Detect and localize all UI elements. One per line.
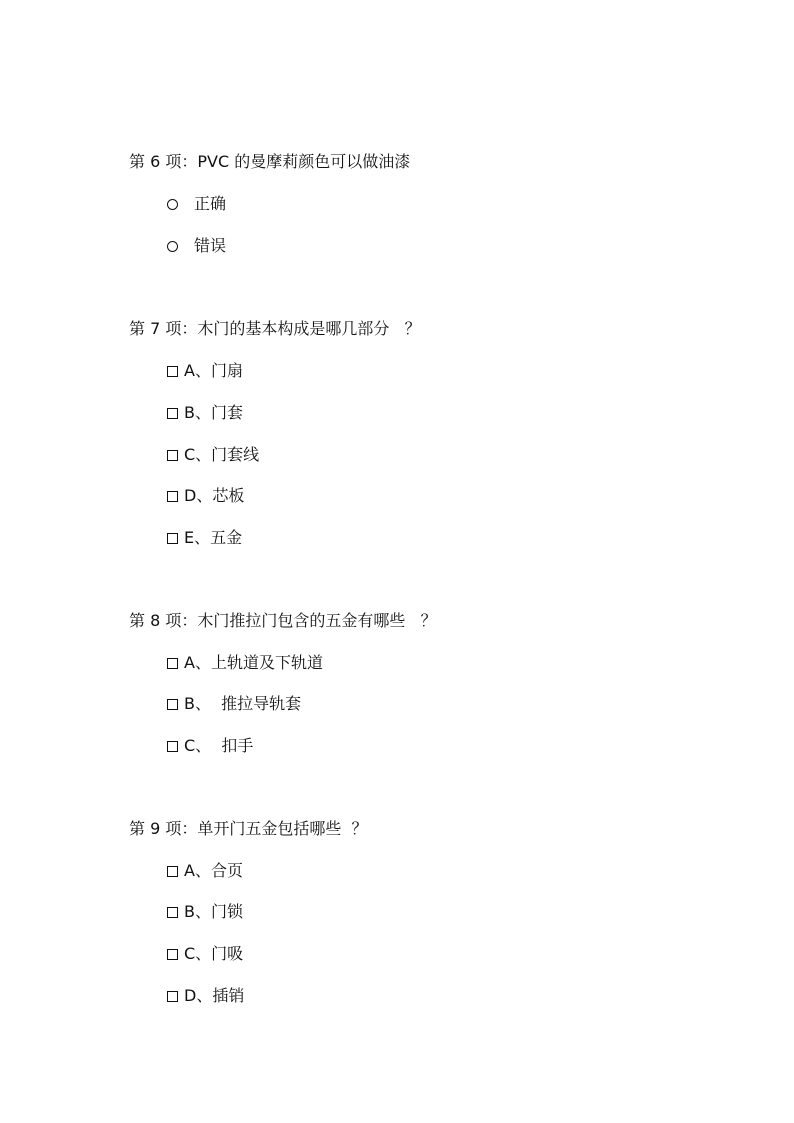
option-label: D、芯板 [184, 486, 245, 505]
option-b[interactable] [167, 694, 301, 714]
option-a[interactable] [167, 653, 323, 673]
option-label: B、 推拉导轨套 [184, 694, 302, 713]
question-7-title: 第 7 项：木门的基本构成是哪几部分 ？ [129, 319, 421, 338]
option-label: B、门锁 [184, 902, 243, 921]
question-6-title: 第 6 项：PVC 的曼摩莉颜色可以做油漆 [129, 152, 411, 171]
option-c[interactable] [167, 736, 253, 756]
option-label: 错误 [194, 236, 227, 255]
option-label: A、上轨道及下轨道 [184, 653, 323, 672]
checkbox-icon[interactable] [167, 866, 178, 877]
option-label: 正确 [194, 194, 227, 213]
option-label: A、合页 [184, 861, 243, 880]
option-label: C、门套线 [184, 445, 260, 464]
option-d[interactable] [167, 986, 244, 1006]
option-e[interactable] [167, 528, 242, 548]
option-c[interactable] [167, 445, 259, 465]
option-b[interactable] [167, 403, 243, 423]
option-correct[interactable] [167, 194, 226, 214]
checkbox-icon[interactable] [167, 533, 178, 544]
checkbox-icon[interactable] [167, 991, 178, 1002]
checkbox-icon[interactable] [167, 741, 178, 752]
option-a[interactable] [167, 861, 243, 881]
checkbox-icon[interactable] [167, 699, 178, 710]
checkbox-icon[interactable] [167, 491, 178, 502]
option-wrong[interactable] [167, 236, 226, 256]
radio-button-icon[interactable] [167, 241, 178, 252]
checkbox-icon[interactable] [167, 408, 178, 419]
option-c[interactable] [167, 944, 243, 964]
question-9-title: 第 9 项：单开门五金包括哪些 ？ [129, 819, 368, 838]
option-d[interactable] [167, 486, 244, 506]
option-label: C、门吸 [184, 944, 244, 963]
checkbox-icon[interactable] [167, 907, 178, 918]
option-a[interactable] [167, 361, 243, 381]
question-8-title: 第 8 项：木门推拉门包含的五金有哪些 ？ [129, 611, 437, 630]
option-label: D、插销 [184, 986, 245, 1005]
option-label: B、门套 [184, 403, 243, 422]
checkbox-icon[interactable] [167, 658, 178, 669]
radio-button-icon[interactable] [167, 199, 178, 210]
option-label: E、五金 [184, 528, 243, 547]
checkbox-icon[interactable] [167, 949, 178, 960]
option-b[interactable] [167, 902, 243, 922]
option-label: C、 扣手 [184, 736, 254, 755]
checkbox-icon[interactable] [167, 450, 178, 461]
option-label: A、门扇 [184, 361, 243, 380]
checkbox-icon[interactable] [167, 366, 178, 377]
